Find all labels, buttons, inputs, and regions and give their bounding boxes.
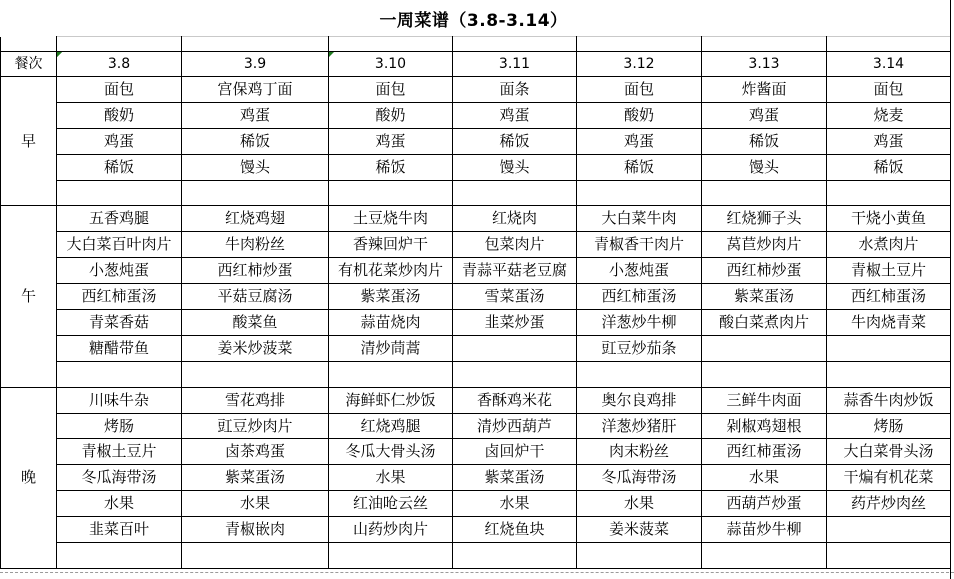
dish-cell[interactable]: 大白菜百叶肉片 [57,232,182,258]
empty-cell[interactable] [827,37,951,52]
dish-cell[interactable]: 水果 [577,491,702,517]
dish-cell[interactable]: 干煸有机花菜 [827,465,951,491]
dish-cell[interactable]: 鸡蛋 [577,128,702,154]
menu-row [1,232,951,258]
menu-row [1,310,951,336]
dish-cell[interactable]: 洋葱炒猪肝 [577,413,702,439]
dish-cell[interactable]: 西红柿蛋汤 [577,284,702,310]
menu-title: 一周菜谱（3.8-3.14） [379,10,568,31]
meal-header-cell[interactable]: 餐次 [1,52,57,77]
dish-cell[interactable]: 姜米炒菠菜 [182,335,329,361]
dish-cell[interactable]: 香酥鸡米花 [453,387,577,413]
dish-cell[interactable]: 水果 [702,465,827,491]
dish-cell[interactable]: 烤肠 [827,413,951,439]
meal-label-cell[interactable]: 午 [1,206,57,387]
dish-cell[interactable]: 川味牛杂 [57,387,182,413]
day-header-cell[interactable] [57,52,182,77]
menu-row [1,154,951,180]
menu-body [1,37,951,569]
dish-cell[interactable]: 海鲜虾仁炒饭 [329,387,453,413]
dish-cell[interactable]: 西红柿蛋汤 [827,284,951,310]
dish-cell[interactable] [827,361,951,387]
cell-comment-marker-icon [329,52,334,57]
dish-cell[interactable]: 清炒茼蒿 [329,335,453,361]
dish-cell[interactable]: 土豆烧牛肉 [329,206,453,232]
dish-cell[interactable]: 水果 [453,491,577,517]
dish-cell[interactable]: 稀饭 [827,154,951,180]
dish-cell[interactable] [827,180,951,206]
dish-cell[interactable]: 西红柿蛋汤 [702,439,827,465]
dish-cell[interactable]: 洋葱炒牛柳 [577,310,702,336]
empty-cell[interactable] [57,37,182,52]
dish-cell[interactable] [329,543,453,569]
dish-cell[interactable]: 红烧狮子头 [702,206,827,232]
empty-cell[interactable] [702,37,827,52]
dish-cell[interactable]: 烤肠 [57,413,182,439]
dish-cell[interactable]: 面包 [577,77,702,103]
dish-cell[interactable]: 面包 [329,77,453,103]
cell-comment-marker-icon [57,52,62,57]
menu-row [1,284,951,310]
dish-cell[interactable]: 药芹炒肉丝 [827,491,951,517]
dish-cell[interactable] [702,335,827,361]
menu-row [1,77,951,103]
dish-cell[interactable] [453,335,577,361]
menu-row [1,517,951,543]
dish-cell[interactable]: 小葱炖蛋 [577,258,702,284]
dish-cell[interactable]: 有机花菜炒肉片 [329,258,453,284]
dish-cell[interactable]: 蒜香牛肉炒饭 [827,387,951,413]
dish-cell[interactable]: 面包 [57,77,182,103]
dish-cell[interactable]: 鸡蛋 [827,128,951,154]
dish-cell[interactable]: 西红柿蛋汤 [57,284,182,310]
dish-cell[interactable]: 包菜肉片 [453,232,577,258]
dish-cell[interactable]: 剁椒鸡翅根 [702,413,827,439]
day-label: 3.10 [374,56,407,72]
sheet-grid-line [950,0,951,579]
dish-cell[interactable]: 姜米菠菜 [577,517,702,543]
menu-row [1,180,951,206]
dish-cell[interactable] [827,517,951,543]
day-label: 3.9 [243,56,267,72]
day-header-cell[interactable] [577,52,702,77]
dish-cell[interactable]: 红油呛云丝 [329,491,453,517]
dish-cell[interactable]: 稀饭 [329,154,453,180]
dish-cell[interactable]: 水果 [329,465,453,491]
dish-cell[interactable]: 冬瓜海带汤 [57,465,182,491]
dish-cell[interactable] [453,543,577,569]
dish-cell[interactable]: 西红柿炒蛋 [182,258,329,284]
sheet-grid-line [0,572,954,573]
meal-label-cell[interactable]: 早 [1,77,57,206]
dish-cell[interactable]: 青椒嵌肉 [182,517,329,543]
dish-cell[interactable]: 炸酱面 [702,77,827,103]
dish-cell[interactable]: 青椒土豆片 [827,258,951,284]
spacer-row [1,37,951,52]
dish-cell[interactable]: 糖醋带鱼 [57,335,182,361]
dish-cell[interactable]: 香辣回炉干 [329,232,453,258]
day-header-cell[interactable] [329,52,453,77]
dish-cell[interactable]: 莴苣炒肉片 [702,232,827,258]
day-label: 3.12 [623,56,655,72]
dish-cell[interactable] [57,543,182,569]
day-header-cell[interactable] [702,52,827,77]
dish-cell[interactable]: 卤回炉干 [453,439,577,465]
dish-cell[interactable]: 红烧肉 [453,206,577,232]
day-label: 3.13 [748,56,780,72]
menu-row [1,361,951,387]
dish-cell[interactable]: 干烧小黄鱼 [827,206,951,232]
dish-cell[interactable]: 豇豆炒肉片 [182,413,329,439]
dish-cell[interactable]: 红烧鸡腿 [329,413,453,439]
dish-cell[interactable] [453,361,577,387]
dish-cell[interactable] [182,180,329,206]
menu-row [1,102,951,128]
dish-cell[interactable]: 雪花鸡排 [182,387,329,413]
day-header-cell[interactable] [182,52,329,77]
menu-row [1,206,951,232]
dish-cell[interactable]: 卤茶鸡蛋 [182,439,329,465]
header-row [1,52,951,77]
dish-cell[interactable] [453,180,577,206]
dish-cell[interactable]: 鸡蛋 [182,102,329,128]
dish-cell[interactable]: 酸奶 [329,102,453,128]
dish-cell[interactable]: 小葱炖蛋 [57,258,182,284]
dish-cell[interactable]: 山药炒肉片 [329,517,453,543]
dish-cell[interactable]: 酸奶 [57,102,182,128]
dish-cell[interactable]: 青蒜平菇老豆腐 [453,258,577,284]
dish-cell[interactable]: 大白菜骨头汤 [827,439,951,465]
menu-row [1,335,951,361]
dish-cell[interactable]: 五香鸡腿 [57,206,182,232]
menu-row [1,439,951,465]
empty-cell[interactable] [329,37,453,52]
dish-cell[interactable]: 牛肉烧青菜 [827,310,951,336]
day-label: 3.14 [872,56,905,72]
dish-cell[interactable] [329,361,453,387]
empty-cell[interactable] [453,37,577,52]
menu-row [1,387,951,413]
dish-cell[interactable]: 稀饭 [57,154,182,180]
dish-cell[interactable]: 酸白菜煮肉片 [702,310,827,336]
dish-cell[interactable]: 西葫芦炒蛋 [702,491,827,517]
dish-cell[interactable]: 水果 [57,491,182,517]
dish-cell[interactable]: 烧麦 [827,102,951,128]
day-header-cell[interactable] [827,52,951,77]
dish-cell[interactable]: 西红柿炒蛋 [702,258,827,284]
dish-cell[interactable]: 水煮肉片 [827,232,951,258]
dish-cell[interactable]: 韭菜百叶 [57,517,182,543]
dish-cell[interactable]: 紫菜蛋汤 [329,284,453,310]
menu-row [1,258,951,284]
dish-cell[interactable]: 清炒西葫芦 [453,413,577,439]
meal-label-cell[interactable]: 晚 [1,387,57,568]
dish-cell[interactable]: 冬瓜大骨头汤 [329,439,453,465]
dish-cell[interactable] [827,335,951,361]
empty-cell[interactable] [182,37,329,52]
dish-cell[interactable]: 酸菜鱼 [182,310,329,336]
menu-row [1,128,951,154]
dish-cell[interactable]: 面包 [827,77,951,103]
dish-cell[interactable]: 蒜苗炒牛柳 [702,517,827,543]
dish-cell[interactable]: 韭菜炒蛋 [453,310,577,336]
dish-cell[interactable]: 稀饭 [182,128,329,154]
dish-cell[interactable] [329,180,453,206]
empty-cell[interactable] [577,37,702,52]
dish-cell[interactable]: 稀饭 [453,128,577,154]
dish-cell[interactable]: 酸奶 [577,102,702,128]
dish-cell[interactable]: 牛肉粉丝 [182,232,329,258]
dish-cell[interactable] [827,543,951,569]
menu-row [1,543,951,569]
dish-cell[interactable]: 紫菜蛋汤 [182,465,329,491]
dish-cell[interactable]: 青菜香菇 [57,310,182,336]
dish-cell[interactable]: 红烧鸡翅 [182,206,329,232]
dish-cell[interactable]: 肉末粉丝 [577,439,702,465]
day-label: 3.8 [107,56,131,72]
dish-cell[interactable]: 三鲜牛肉面 [702,387,827,413]
weekly-menu-table [0,36,951,569]
dish-cell[interactable]: 宫保鸡丁面 [182,77,329,103]
dish-cell[interactable]: 蒜苗烧肉 [329,310,453,336]
dish-cell[interactable]: 鸡蛋 [702,102,827,128]
dish-cell[interactable]: 紫菜蛋汤 [702,284,827,310]
dish-cell[interactable]: 面条 [453,77,577,103]
menu-row [1,491,951,517]
dish-cell[interactable]: 鸡蛋 [453,102,577,128]
menu-row [1,465,951,491]
menu-row [1,413,951,439]
dish-cell[interactable]: 馒头 [182,154,329,180]
dish-cell[interactable]: 豇豆炒茄条 [577,335,702,361]
dish-cell[interactable]: 大白菜牛肉 [577,206,702,232]
dish-cell[interactable] [702,543,827,569]
dish-cell[interactable]: 馒头 [453,154,577,180]
dish-cell[interactable]: 红烧鱼块 [453,517,577,543]
dish-cell[interactable] [182,361,329,387]
dish-cell[interactable]: 紫菜蛋汤 [453,465,577,491]
dish-cell[interactable] [57,180,182,206]
dish-cell[interactable] [577,543,702,569]
dish-cell[interactable] [702,361,827,387]
empty-cell[interactable] [1,37,57,52]
dish-cell[interactable]: 平菇豆腐汤 [182,284,329,310]
dish-cell[interactable] [577,361,702,387]
dish-cell[interactable]: 鸡蛋 [57,128,182,154]
dish-cell[interactable] [182,543,329,569]
dish-cell[interactable]: 鸡蛋 [329,128,453,154]
dish-cell[interactable]: 馒头 [702,154,827,180]
dish-cell[interactable] [702,180,827,206]
dish-cell[interactable]: 青椒土豆片 [57,439,182,465]
dish-cell[interactable]: 冬瓜海带汤 [577,465,702,491]
dish-cell[interactable]: 青椒香干肉片 [577,232,702,258]
dish-cell[interactable] [57,361,182,387]
dish-cell[interactable]: 水果 [182,491,329,517]
dish-cell[interactable] [577,180,702,206]
dish-cell[interactable]: 奥尔良鸡排 [577,387,702,413]
dish-cell[interactable]: 稀饭 [577,154,702,180]
dish-cell[interactable]: 稀饭 [702,128,827,154]
dish-cell[interactable]: 雪菜蛋汤 [453,284,577,310]
day-label: 3.11 [498,56,531,72]
day-header-cell[interactable] [453,52,577,77]
